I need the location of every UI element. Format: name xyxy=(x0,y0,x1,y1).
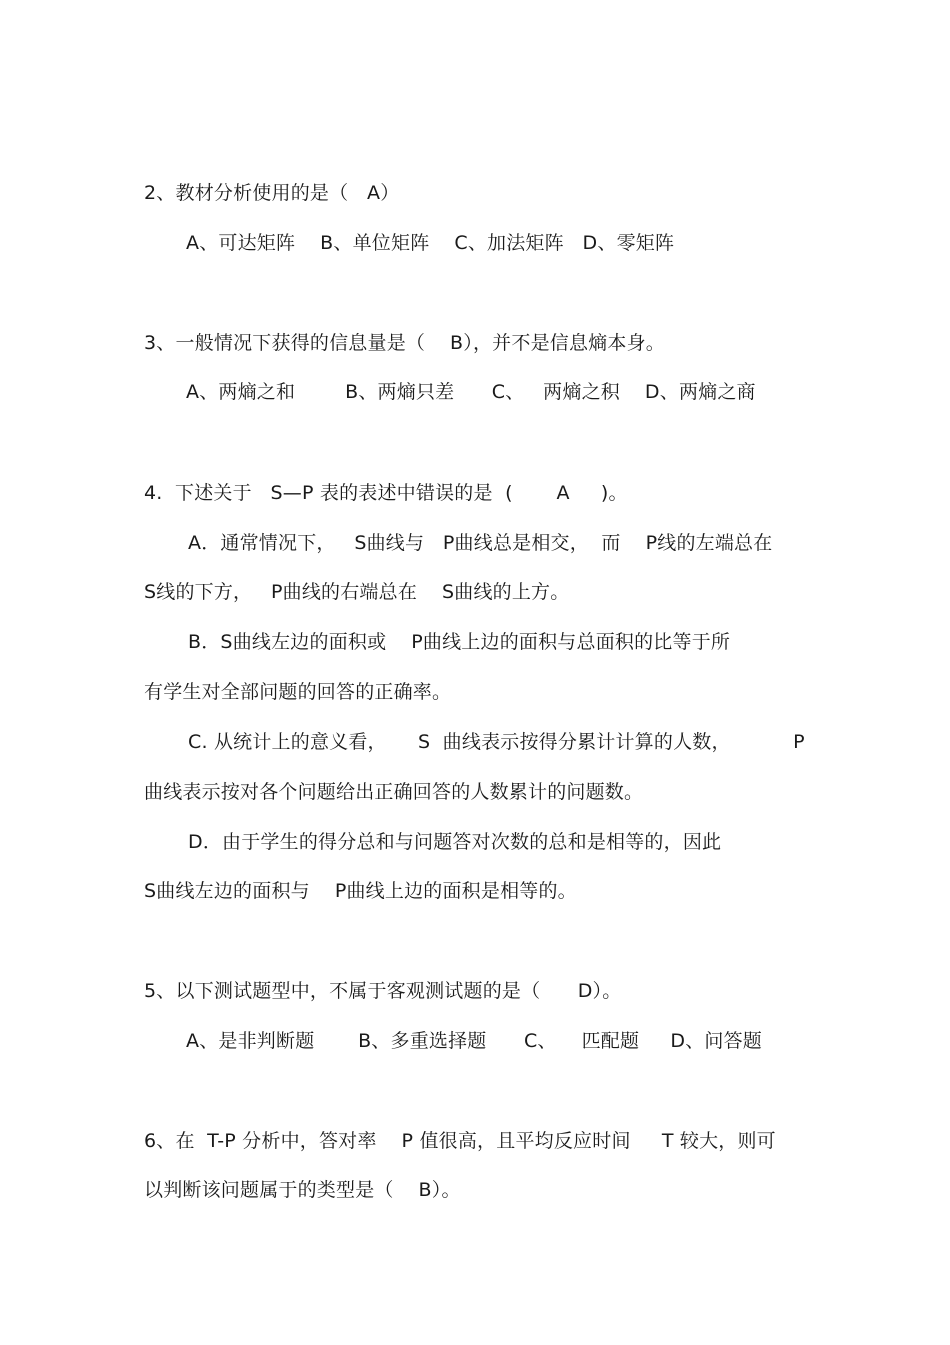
question-6-stem-line-1: 6、在 T-P 分析中，答对率 P 值很高，且平均反应时间 T 较大，则可 xyxy=(144,1130,776,1152)
question-4-option-d-line-2: S曲线左边的面积与 P曲线上边的面积是相等的。 xyxy=(144,880,577,902)
question-4-option-a-line-1: A．通常情况下， S曲线与 P曲线总是相交， 而 P线的左端总在 xyxy=(188,532,773,554)
question-3-options: A、两熵之和 B、两熵只差 C、 两熵之积 D、两熵之商 xyxy=(186,381,756,403)
question-4-option-c-line-2: 曲线表示按对各个问题给出正确回答的人数累计的问题数。 xyxy=(144,781,644,803)
question-4-option-b-line-1: B．S曲线左边的面积或 P曲线上边的面积与总面积的比等于所 xyxy=(188,631,731,653)
question-4-option-b-line-2: 有学生对全部问题的回答的正确率。 xyxy=(144,681,452,703)
question-3-stem: 3、一般情况下获得的信息量是（ B），并不是信息熵本身。 xyxy=(144,332,665,354)
question-5-stem: 5、以下测试题型中，不属于客观测试题的是（ D）。 xyxy=(144,980,622,1002)
question-4-option-d-line-1: D．由于学生的得分总和与问题答对次数的总和是相等的，因此 xyxy=(188,831,722,853)
question-4-stem: 4. 下述关于 S—P 表的表述中错误的是 ( A )。 xyxy=(144,482,628,504)
question-4-option-c-line-1: C. 从统计上的意义看， S 曲线表示按得分累计计算的人数， P xyxy=(188,731,805,753)
question-6-stem-line-2: 以判断该问题属于的类型是（ B）。 xyxy=(144,1179,461,1201)
question-2-stem: 2、教材分析使用的是（ A） xyxy=(144,182,400,204)
question-2-options: A、可达矩阵 B、单位矩阵 C、加法矩阵 D、零矩阵 xyxy=(186,232,675,254)
question-5-options: A、是非判断题 B、多重选择题 C、 匹配题 D、问答题 xyxy=(186,1030,763,1052)
question-4-option-a-line-2: S线的下方， P曲线的右端总在 S曲线的上方。 xyxy=(144,581,570,603)
